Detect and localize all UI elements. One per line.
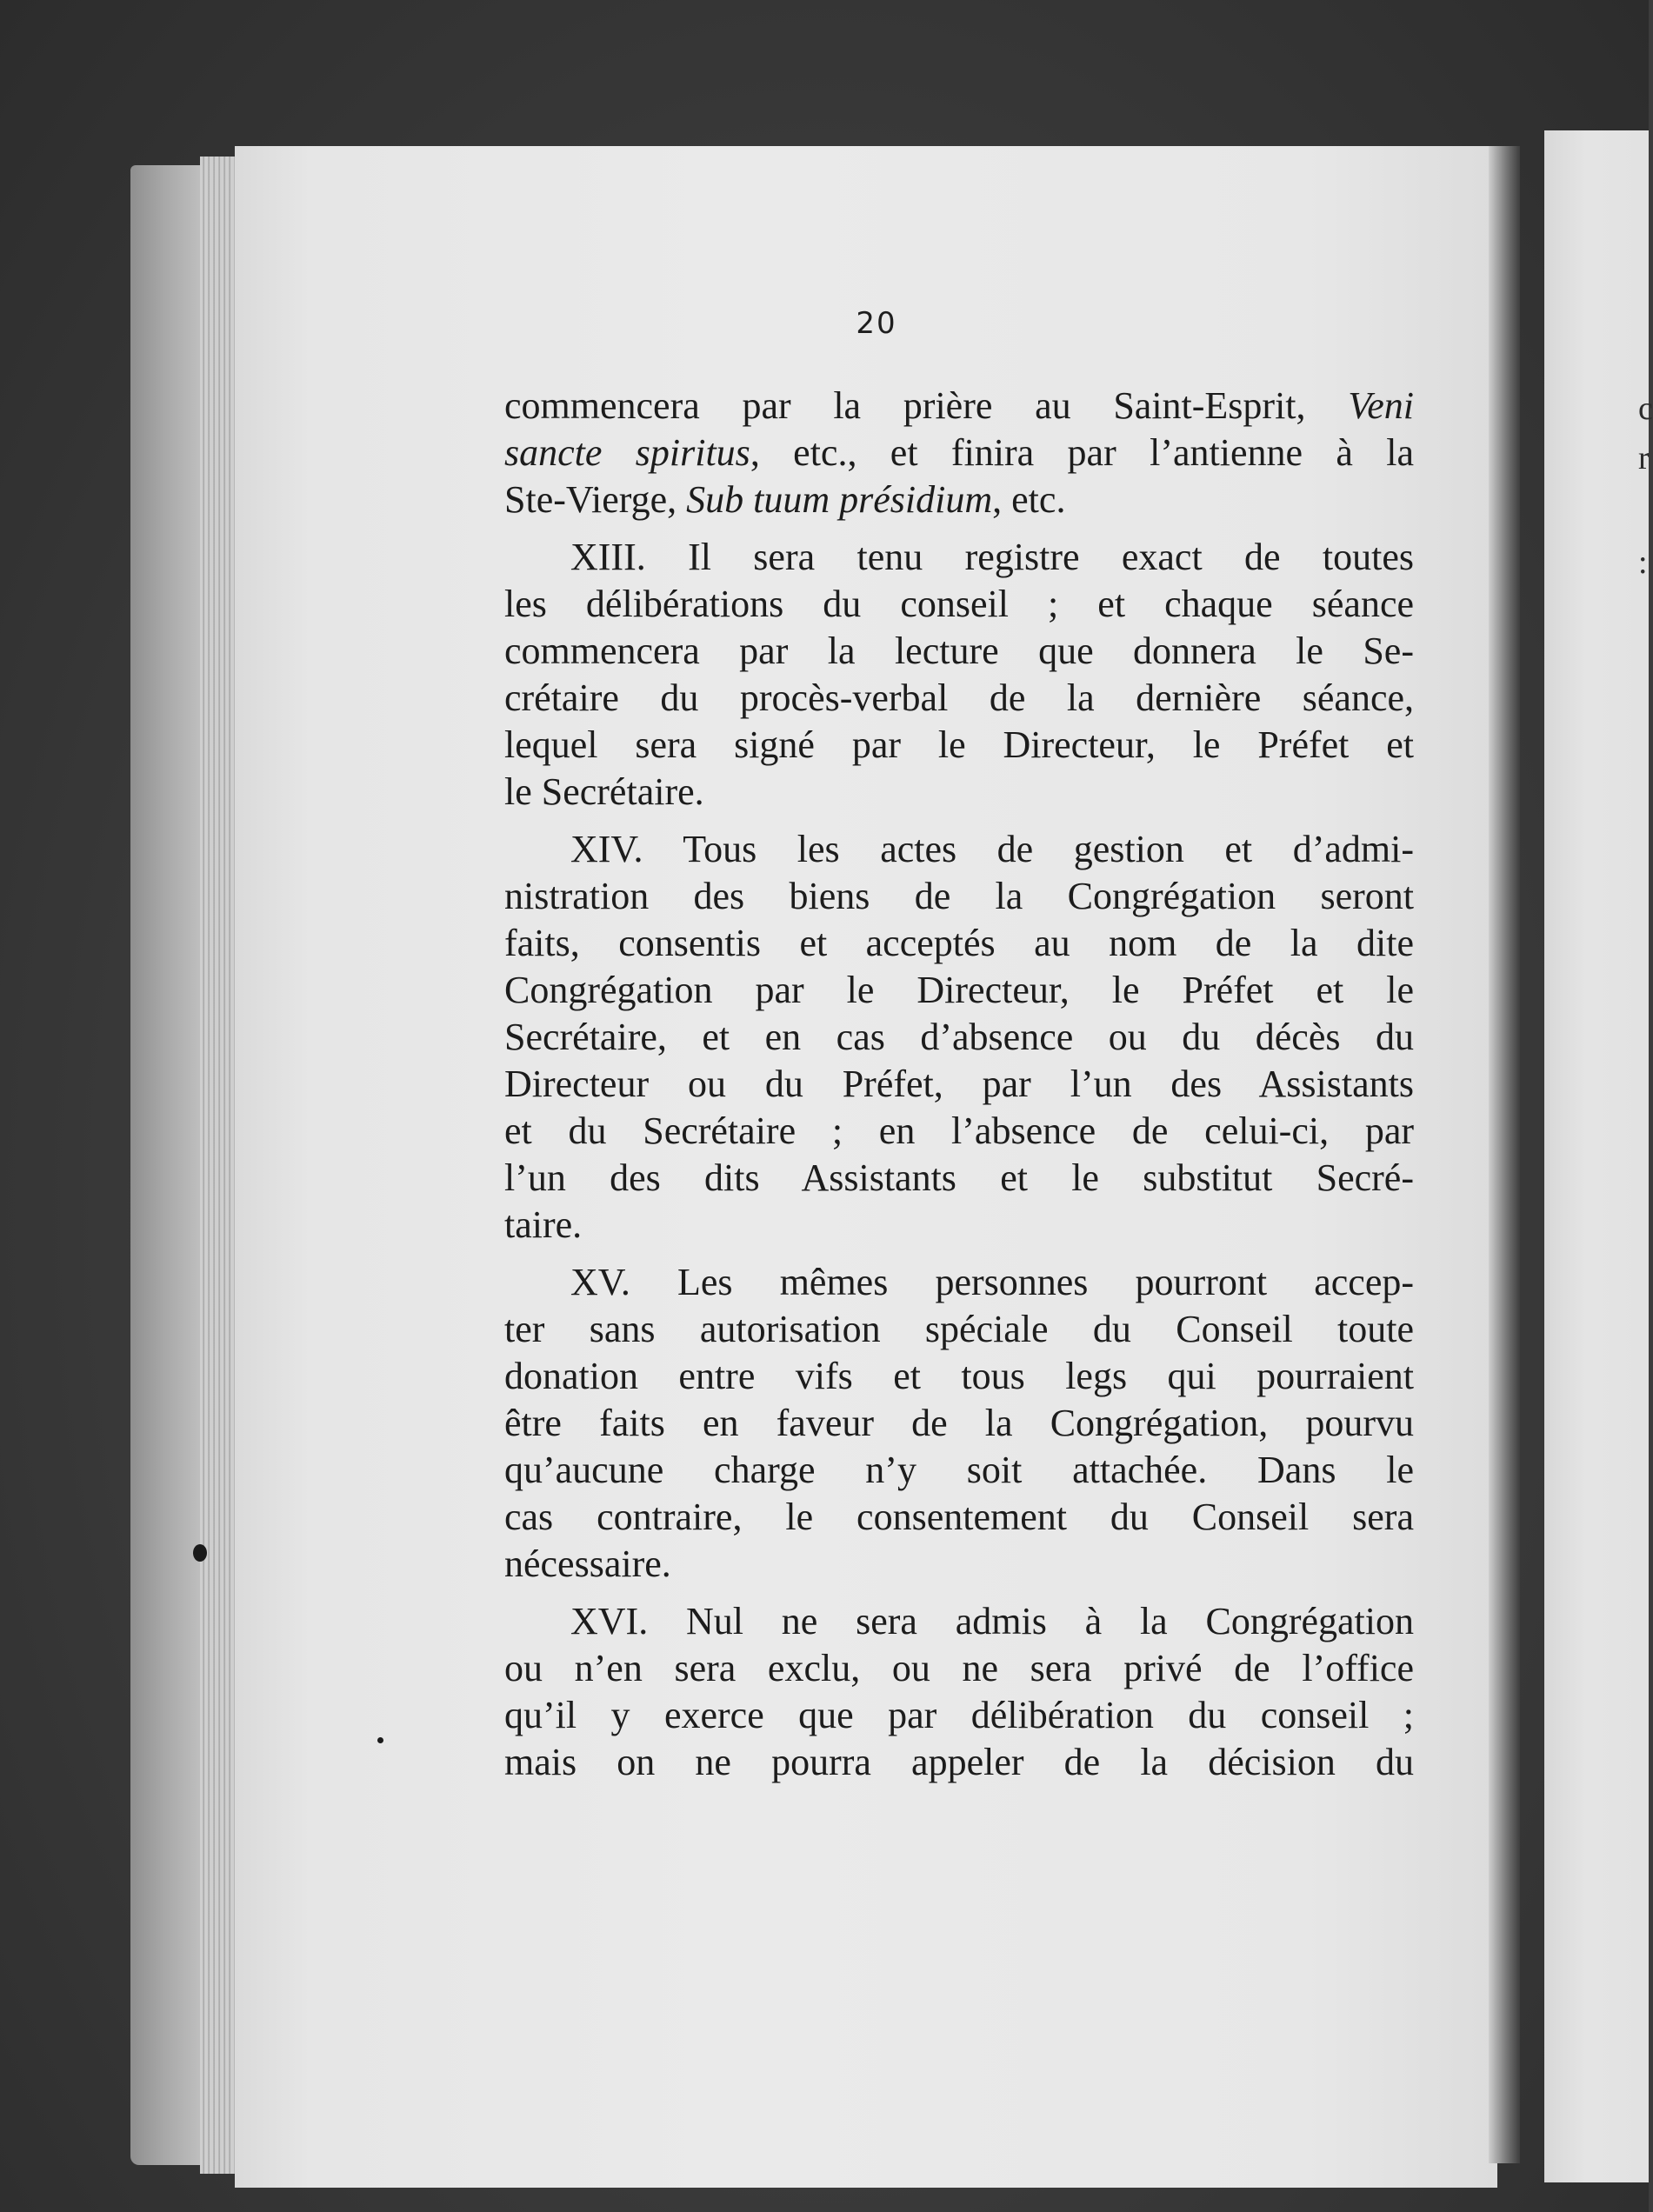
text-line [504,873,1414,920]
text-segment: qu’aucune charge n’y soit attachée. Dans le [504,1449,1414,1491]
text-line [504,628,1414,675]
italic-text: sancte spiritus [504,431,750,474]
text-segment: ter sans autorisation spéciale du Conseil toute [504,1308,1414,1350]
text-segment: mais on ne pourra appeler de la décision du [504,1741,1414,1783]
text-segment: nécessaire. [504,1542,671,1585]
text-segment: XIV. Tous les actes de gestion et d’admi- [570,828,1414,870]
text-line [504,1400,1414,1447]
text-segment: , etc., et finira par l’antienne à la [750,431,1414,474]
text-line [504,534,1414,581]
text-segment: nistration des biens de la Congrégation seront [504,875,1414,917]
text-line [504,581,1414,628]
text-line [504,722,1414,769]
ink-speck [193,1544,207,1562]
text-segment: les délibérations du conseil ; et chaque séance [504,583,1414,625]
text-segment: cas contraire, le consentement du Conseil sera [504,1496,1414,1538]
text-line [504,769,1414,816]
text-line [504,476,1414,523]
text-segment: Directeur ou du Préfet, par l’un des Assistants [504,1063,1414,1105]
right-page-fragment: : [1638,544,1648,581]
text-line [504,967,1414,1014]
text-segment: donation entre vifs et tous legs qui pourraient [504,1355,1414,1397]
text-segment: XIII. Il sera tenu registre exact de toutes [570,536,1414,578]
text-line [504,1202,1414,1249]
text-segment: Ste-Vierge, [504,478,687,521]
text-line [504,383,1414,430]
italic-text: Sub tuum présidium [686,478,993,521]
text-segment: commencera par la lecture que donnera le Se- [504,630,1414,672]
text-segment: Secrétaire, et en cas d’absence ou du décès du [504,1016,1414,1058]
book-gutter [1489,146,1520,2163]
text-segment: taire. [504,1203,583,1246]
text-line [504,675,1414,722]
text-line [504,1108,1414,1155]
text-line [504,1739,1414,1786]
text-line [504,1494,1414,1541]
text-line [504,1061,1414,1108]
text-segment: commencera par la prière au Saint-Esprit, [504,384,1349,427]
text-line [504,1155,1414,1202]
text-segment: ou n’en sera exclu, ou ne sera privé de l’office [504,1647,1414,1689]
italic-text: Veni [1348,384,1414,427]
text-line [504,1645,1414,1692]
text-segment: XVI. Nul ne sera admis à la Congrégation [570,1600,1414,1642]
text-line [504,1306,1414,1353]
text-segment: le Secrétaire. [504,770,704,813]
text-segment: XV. Les mêmes personnes pourront accep- [570,1261,1414,1303]
text-line [504,1259,1414,1306]
right-page-fragment: c [1638,390,1653,427]
text-segment: et du Secrétaire ; en l’absence de celui-ci, par [504,1109,1414,1152]
text-line [504,1598,1414,1645]
text-segment: qu’il y exerce que par délibération du conseil ; [504,1694,1414,1736]
page-body-text [504,383,1414,1786]
text-segment: crétaire du procès-verbal de la dernière séance, [504,676,1414,719]
ink-speck [377,1737,383,1743]
text-segment: faits, consentis et acceptés au nom de la dite [504,922,1414,964]
text-line [504,1353,1414,1400]
text-segment: , etc. [992,478,1066,521]
text-line [504,826,1414,873]
text-segment: Congrégation par le Directeur, le Préfet et le [504,969,1414,1011]
text-segment: l’un des dits Assistants et le substitut Secré- [504,1156,1414,1199]
text-line [504,430,1414,476]
page-number: 20 [856,306,897,341]
text-line [504,920,1414,967]
text-line [504,1541,1414,1588]
right-page-fragment: r [1638,440,1650,476]
text-line [504,1447,1414,1494]
text-segment: être faits en faveur de la Congrégation, pourvu [504,1402,1414,1444]
text-segment: lequel sera signé par le Directeur, le Préfet et [504,723,1414,766]
right-page [1544,130,1649,2182]
text-line [504,1692,1414,1739]
text-line [504,1014,1414,1061]
